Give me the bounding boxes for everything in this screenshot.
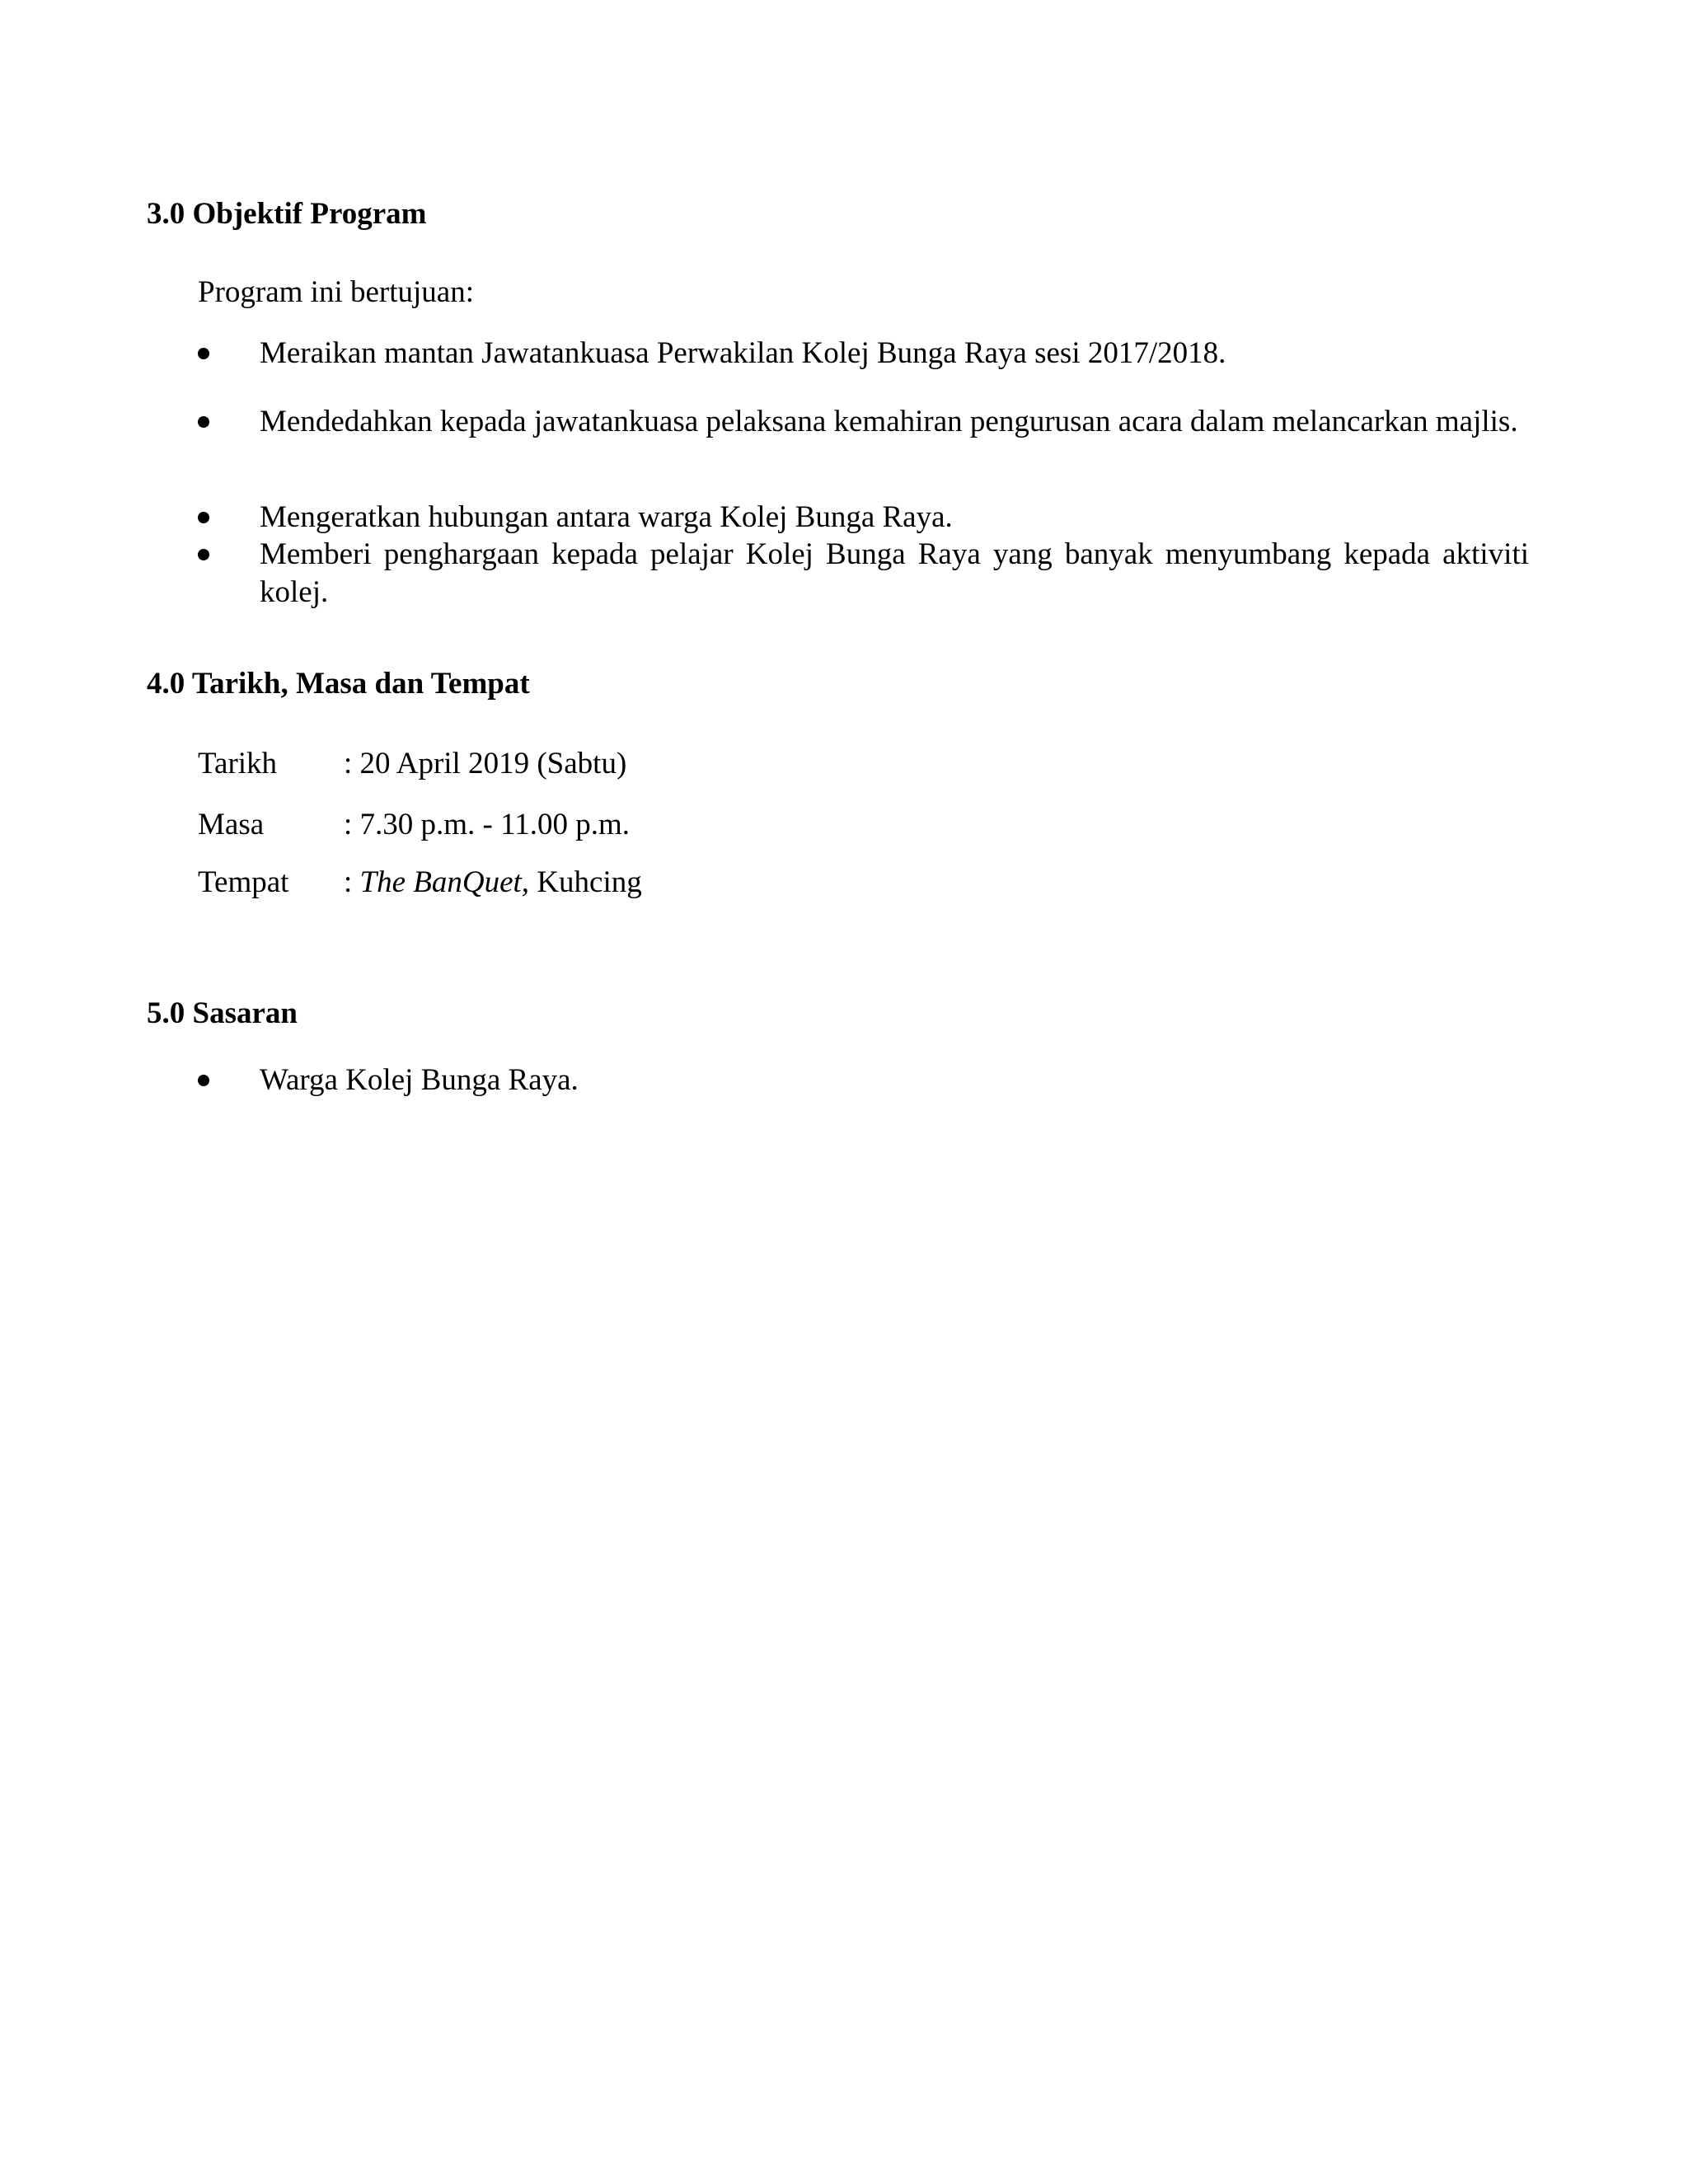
venue-city: Kuhcing [529, 865, 642, 899]
bullet-icon [198, 348, 209, 359]
venue-name: The BanQuet, [359, 865, 530, 899]
section-4-heading: 4.0 Tarikh, Masa dan Tempat [147, 667, 530, 701]
time-label: Masa [198, 808, 265, 841]
bullet-icon [198, 416, 209, 428]
venue-value-prefix: : [344, 865, 360, 899]
venue-value [344, 864, 642, 902]
date-label: Tarikh [198, 747, 278, 780]
bullet-icon [198, 549, 209, 560]
objective-item-3: Mengeratkan hubungan antara warga Kolej Bunga Raya. [260, 500, 953, 534]
date-value: : 20 April 2019 (Sabtu) [344, 747, 627, 780]
time-value: : 7.30 p.m. - 11.00 p.m. [344, 808, 631, 841]
target-item-1: Warga Kolej Bunga Raya. [260, 1063, 579, 1097]
venue-label: Tempat [198, 865, 289, 899]
bullet-icon [198, 512, 209, 523]
objective-item-2: Mendedahkan kepada jawatankuasa pelaksana kemahiran pengurusan acara dalam melancarkan majlis. [260, 405, 1518, 438]
bullet-icon [198, 1075, 209, 1086]
objective-item-4: Memberi penghargaan kepada pelajar Kolej Bunga Raya yang banyak menyumbang kepada aktiviti kolej. [260, 537, 1529, 609]
section-5-heading: 5.0 Sasaran [147, 996, 298, 1030]
section-3-intro: Program ini bertujuan: [198, 275, 474, 309]
section-3-heading: 3.0 Objektif Program [147, 197, 427, 231]
objective-item-1: Meraikan mantan Jawatankuasa Perwakilan Kolej Bunga Raya sesi 2017/2018. [260, 336, 1226, 370]
